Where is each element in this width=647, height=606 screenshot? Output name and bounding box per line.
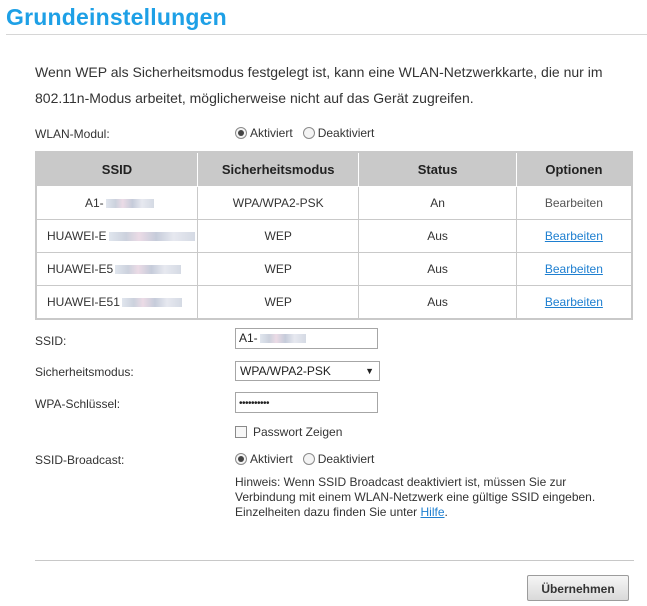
- broadcast-enabled-label: Aktiviert: [250, 452, 293, 466]
- redacted-ssid: [260, 334, 306, 343]
- broadcast-hint: [235, 475, 615, 520]
- options-cell: [516, 286, 632, 320]
- status-cell: Aus: [359, 253, 516, 286]
- table-row: [36, 220, 632, 253]
- title-divider: [6, 34, 647, 35]
- security-cell: WEP: [197, 286, 359, 320]
- wlan-module-enabled-option[interactable]: [235, 126, 293, 140]
- options-cell: [516, 253, 632, 286]
- radio-button-selected[interactable]: [235, 453, 247, 465]
- intro-text: Wenn WEP als Sicherheitsmodus festgelegt ist, kann eine WLAN-Netzwerkkarte, die nur im 802.11n-Modus arbeitet, möglicherweise nicht auf das Gerät zugreifen.: [35, 64, 603, 106]
- redacted-ssid: [106, 199, 154, 208]
- edit-button-disabled: Bearbeiten: [544, 196, 603, 210]
- apply-button[interactable]: Übernehmen: [527, 575, 629, 601]
- ssid-broadcast-radio-group: [235, 452, 380, 466]
- bottom-divider: [35, 560, 634, 561]
- radio-button[interactable]: [303, 127, 315, 139]
- ssid-text: HUAWEI-E: [47, 229, 107, 243]
- ssid-input-value: A1-: [239, 331, 258, 345]
- edit-link[interactable]: Bearbeiten: [544, 295, 603, 309]
- edit-link[interactable]: Bearbeiten: [544, 229, 603, 243]
- security-cell: WPA/WPA2-PSK: [197, 187, 359, 220]
- ssid-input[interactable]: [235, 328, 378, 349]
- wpa-key-label: WPA-Schlüssel:: [35, 397, 121, 411]
- redacted-ssid: [115, 265, 181, 274]
- show-password-label: Passwort Zeigen: [253, 424, 343, 439]
- redacted-ssid: [109, 232, 195, 241]
- options-cell: [516, 187, 632, 220]
- edit-link[interactable]: Bearbeiten: [544, 262, 603, 276]
- broadcast-enabled-option[interactable]: [235, 452, 293, 466]
- redacted-ssid: [122, 298, 182, 307]
- status-cell: Aus: [359, 286, 516, 320]
- table-row: [36, 253, 632, 286]
- help-link[interactable]: Hilfe: [420, 505, 445, 519]
- column-header-ssid: SSID: [36, 152, 197, 187]
- ssid-table: [35, 151, 633, 320]
- hint-text: Hinweis: Wenn SSID Broadcast deaktiviert ist, müssen Sie zur Verbindung mit einem WLAN-Netzwerk eine gültige SSID eingeben. Einzelheiten dazu finden Sie unter: [235, 475, 596, 519]
- column-header-options: Optionen: [516, 152, 632, 187]
- broadcast-disabled-option[interactable]: [303, 452, 375, 466]
- wpa-key-masked-value: ••••••••••: [239, 398, 270, 409]
- column-header-status: Status: [359, 152, 516, 187]
- ssid-cell: [36, 286, 197, 320]
- ssid-broadcast-label: SSID-Broadcast:: [35, 453, 125, 467]
- wlan-module-label: WLAN-Modul:: [35, 127, 110, 141]
- wlan-module-radio-group: [235, 126, 380, 140]
- security-cell: WEP: [197, 253, 359, 286]
- show-password-row: [235, 424, 342, 439]
- table-row: [36, 286, 632, 320]
- ssid-text: HUAWEI-E51: [47, 295, 120, 309]
- dropdown-arrow-icon: ▼: [365, 366, 374, 376]
- column-header-security: Sicherheitsmodus: [197, 152, 359, 187]
- status-cell: Aus: [359, 220, 516, 253]
- security-cell: WEP: [197, 220, 359, 253]
- ssid-cell: [36, 253, 197, 286]
- table-header-row: [36, 152, 632, 187]
- wlan-module-disabled-option[interactable]: [303, 126, 375, 140]
- ssid-label: SSID:: [35, 334, 67, 348]
- wlan-module-disabled-label: Deaktiviert: [317, 126, 375, 140]
- radio-button[interactable]: [303, 453, 315, 465]
- table-row: [36, 187, 632, 220]
- radio-button-selected[interactable]: [235, 127, 247, 139]
- page-title: Grundeinstellungen: [6, 4, 227, 30]
- broadcast-disabled-label: Deaktiviert: [317, 452, 375, 466]
- hint-end: .: [444, 505, 448, 519]
- security-mode-value: WPA/WPA2-PSK: [240, 364, 331, 378]
- ssid-text: A1-: [85, 196, 104, 210]
- ssid-text: HUAWEI-E5: [47, 262, 114, 276]
- ssid-cell: [36, 220, 197, 253]
- options-cell: [516, 220, 632, 253]
- wlan-module-enabled-label: Aktiviert: [250, 126, 293, 140]
- status-cell: An: [359, 187, 516, 220]
- security-mode-label: Sicherheitsmodus:: [35, 365, 134, 379]
- wpa-key-input[interactable]: [235, 392, 378, 413]
- security-mode-select[interactable]: [235, 361, 380, 381]
- show-password-checkbox[interactable]: [235, 426, 247, 438]
- ssid-cell: [36, 187, 197, 220]
